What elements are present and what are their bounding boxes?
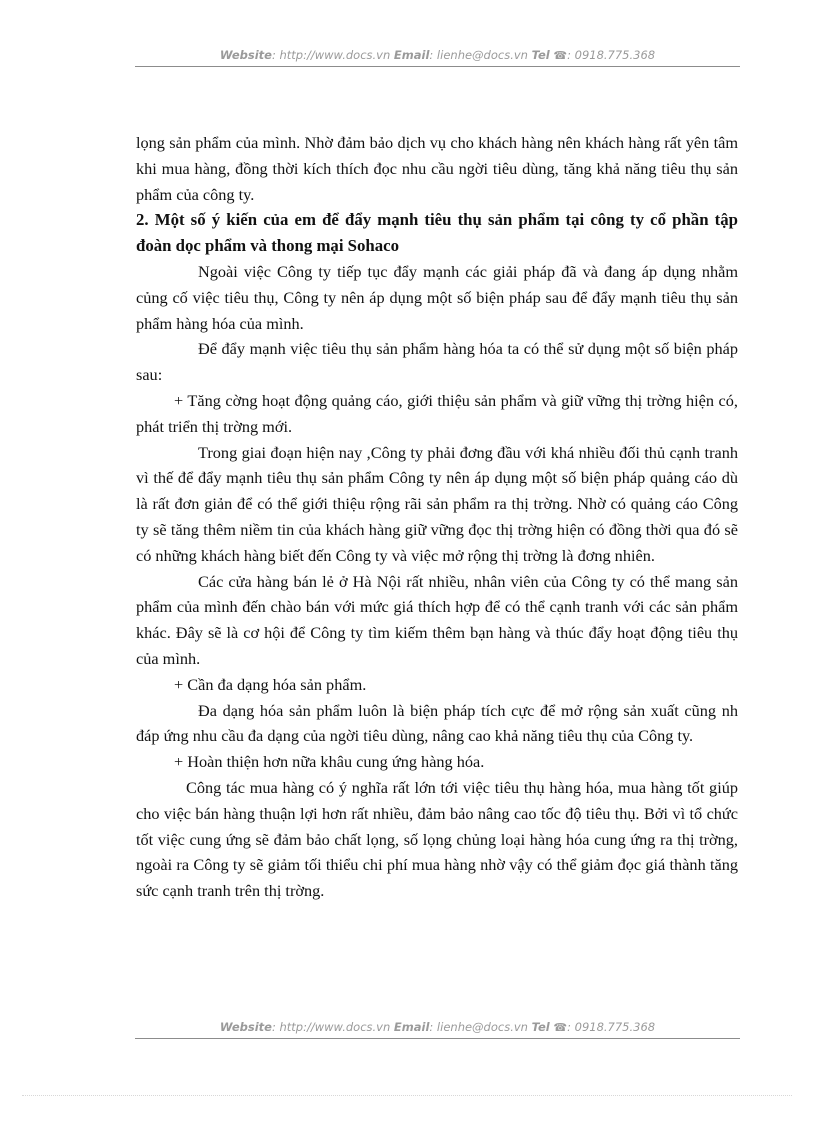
paragraph-intro: lọng sản phẩm của mình. Nhờ đảm bảo dịch vụ cho khách hàng nên khách hàng rất yên tâm khi mua hàng, đồng thời kích thích đọc nhu cầu ngời tiêu dùng, tăng khả năng tiêu thụ sản phẩm của công ty. [136, 133, 738, 204]
page-bottom-divider [22, 1095, 792, 1096]
bullet-advertising: + Tăng cờng hoạt động quảng cáo, giới thiệu sản phẩm và giữ vững thị trờng hiện có, phát triển thị trờng mới. [136, 390, 738, 436]
phone-icon: ☎ [553, 49, 568, 62]
section-heading: 2. Một số ý kiến của em để đẩy mạnh tiêu thụ sản phẩm tại công ty cổ phần tập đoàn dọc phẩm và thong mại Sohaco [136, 210, 738, 256]
header-tel-label: Tel [531, 48, 550, 62]
footer-tel-label: Tel [531, 1020, 550, 1034]
paragraph-diversify: Đa dạng hóa sản phẩm luôn là biện pháp tích cực để mở rộng sản xuất cũng nh đáp ứng nhu cầu đa dạng của ngời tiêu dùng, nâng cao khả năng tiêu thụ của Công ty. [136, 700, 738, 746]
header-email-label: Email [393, 48, 430, 62]
paragraph-retail-stores: Các cửa hàng bán lẻ ở Hà Nội rất nhiều, nhân viên của Công ty có thể mang sản phẩm của mình đến chào bán với mức giá thích hợp để có thể cạnh tranh với các sản phẩm khác. Đây sẽ là cơ hội để Công ty tìm kiếm thêm bạn hàng và thúc đẩy hoạt động tiêu thụ của mình. [136, 571, 738, 668]
header-email-value: : lienhe@docs.vn [429, 48, 528, 62]
phone-icon: ☎ [553, 1021, 568, 1034]
page-footer [135, 1020, 740, 1039]
footer-email-value: : lienhe@docs.vn [429, 1020, 528, 1034]
header-tel-value: : 0918.775.368 [567, 48, 656, 62]
footer-tel-value: : 0918.775.368 [567, 1020, 656, 1034]
footer-email-label: Email [393, 1020, 430, 1034]
header-website-label: Website [219, 48, 272, 62]
footer-website-label: Website [219, 1020, 272, 1034]
document-body [136, 130, 738, 904]
paragraph-supply: Công tác mua hàng có ý nghĩa rất lớn tới việc tiêu thụ hàng hóa, mua hàng tốt giúp cho việc bán hàng thuận lợi hơn rất nhiều, đảm bảo nâng cao tốc độ tiêu thụ. Bởi vì tổ chức tốt việc cung ứng sẽ đảm bảo chất lọng, số lọng chủng loại hàng hóa cung ứng ra thị trờng, ngoài ra Công ty sẽ giảm tối thiểu chi phí mua hàng nhờ vậy có thể giảm đọc giá thành tăng sức cạnh tranh trên thị trờng. [136, 777, 738, 901]
bullet-supply: + Hoàn thiện hơn nữa khâu cung ứng hàng hóa. [174, 752, 485, 772]
page-header [135, 48, 740, 67]
paragraph-advertising: Trong giai đoạn hiện nay ,Công ty phải đơng đầu với khá nhiều đối thủ cạnh tranh vì thế để đẩy mạnh tiêu thụ sản phẩm Công ty nên áp dụng một số biện pháp quảng cáo dù là rất đơn giản để có thể giới thiệu rộng rãi sản phẩm ra thị trờng. Nhờ có quảng cáo Công ty sẽ tăng thêm niềm tin của khách hàng giữ vững đọc thị trờng hiện có đồng thời qua đó sẽ có những khách hàng biết đến Công ty và việc mở rộng thị trờng là đơng nhiên. [136, 442, 738, 565]
bullet-diversify: + Cần đa dạng hóa sản phẩm. [174, 674, 367, 694]
paragraph-measures-intro: Ngoài việc Công ty tiếp tục đẩy mạnh các giải pháp đã và đang áp dụng nhằm củng cố việc tiêu thụ, Công ty nên áp dụng một số biện pháp sau để đẩy mạnh tiêu thụ sản phẩm hàng hóa của mình. [136, 261, 738, 333]
header-website-value: : http://www.docs.vn [271, 48, 391, 62]
paragraph-measures-list-intro: Để đẩy mạnh việc tiêu thụ sản phẩm hàng hóa ta có thể sử dụng một số biện pháp sau: [136, 339, 738, 385]
footer-website-value: : http://www.docs.vn [271, 1020, 391, 1034]
